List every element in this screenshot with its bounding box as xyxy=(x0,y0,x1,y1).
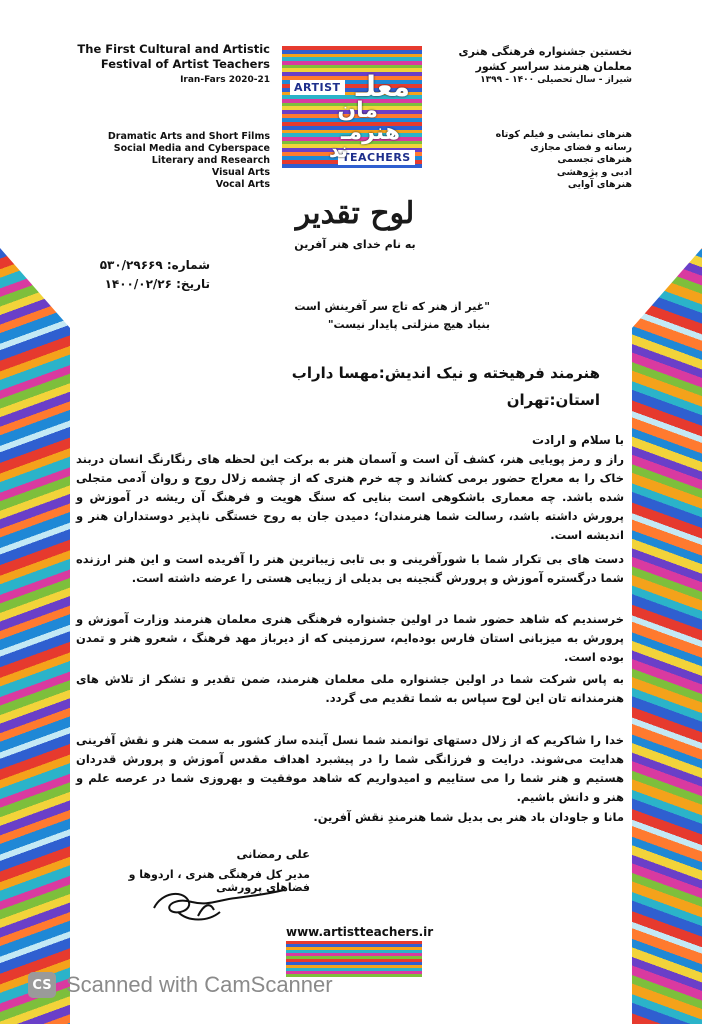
english-categories xyxy=(90,131,270,191)
signer-name: علی رمضانی xyxy=(236,847,310,861)
fa-subtitle: شیراز - سال تحصیلی ۱۴۰۰ - ۱۳۹۹ xyxy=(480,75,632,85)
signer-title: مدیر کل فرهنگی هنری ، اردوها و فضاهای پرورشی xyxy=(128,868,310,894)
poem-quote-line-2: بنیاد هیچ منزلتی پایدار نیست" xyxy=(327,318,490,331)
en-year: Iran-Fars 2020-21 xyxy=(180,75,270,85)
en-category: Dramatic Arts and Short Films xyxy=(107,131,270,142)
logo-teachers-text: TEACHERS xyxy=(338,150,415,165)
en-title-line-1: The First Cultural and Artistic xyxy=(77,42,270,56)
body-paragraph: خرسندیم که شاهد حضور شما در اولین جشنواره فرهنگی هنری معلمان هنرمند وزارت آموزش و پرورش به میزبانی استان فارس بوده‌ایم، سرزمینی که از دیرباز مهد فرهنگ ، شعرو هنر و تمدن بوده است. xyxy=(76,612,624,664)
fa-category: ادبی و پژوهشی xyxy=(556,166,632,178)
fa-category: هنرهای آوایی xyxy=(567,179,632,190)
recipient-name: هنرمند فرهیخته و نیک اندیش:مهسا داراب xyxy=(291,364,600,382)
document-date: تاریخ: ۱۴۰۰/۰۲/۲۶ xyxy=(104,277,210,291)
logo-fa-word-2: مان xyxy=(337,98,378,123)
recipient-province: استان:تهران xyxy=(506,391,600,409)
logo-fa-word-3: هنرمـ xyxy=(340,120,400,145)
poem-quote-line-1: "غیر از هنر که تاج سر آفرینش است xyxy=(294,300,490,313)
english-festival-title xyxy=(70,42,270,85)
fa-category: هنرهای تجسمی xyxy=(557,154,632,165)
body-paragraph: دست های بی تکرار شما با شورآفرینی و بی تابی زیباترین هنر را آفریده است و این هنر ارزنده شما درگستره آموزش و پرورش گنجینه بی بدیلی از زیبایی هستی را عرضه داشته است. xyxy=(76,552,624,585)
en-category: Literary and Research xyxy=(151,155,270,166)
closing-line: مانا و جاودان باد هنر بی بدیل شما هنرمندِ نقش آفرین. xyxy=(313,810,624,824)
basmala: به نام خدای هنر آفرین xyxy=(294,238,416,251)
en-category: Visual Arts xyxy=(211,167,270,178)
en-category: Social Media and Cyberspace xyxy=(113,143,270,154)
logo-fa-word-1: معلـ xyxy=(355,70,410,103)
logo-fa-word-4: ند xyxy=(328,138,348,162)
fa-title-line-2: معلمان هنرمند سراسر کشور xyxy=(475,60,632,73)
persian-categories xyxy=(432,129,632,192)
document-number: شماره: ۵۳۰/۲۹۶۶۹ xyxy=(99,258,210,272)
logo-artist-text: ARTIST xyxy=(290,80,345,95)
body-paragraph: خدا را شاکریم که از زلال دستهای توانمند شما نسل آینده ساز کشور به سمت هنر و نقش آفرینی هدایت می‌شوند. درایت و فرزانگی شما را در پیشبرد اهداف مقدس آموزش و پرورش قدردان هستیم و هنر شما را می ستاییم و امیدواریم که شاهد موفقیت و بهروزی شما در عرصه علم و هنر و دانش باشیم. xyxy=(76,733,624,804)
persian-festival-title xyxy=(432,44,632,85)
camscanner-logo-icon: CS xyxy=(28,972,56,998)
right-stripes-mask xyxy=(632,248,702,328)
greeting: با سلام و ارادت xyxy=(531,433,624,447)
body-paragraph: به پاس شرکت شما در اولین جشنواره ملی معلمان هنرمند، ضمن تقدیر و تشکر از تلاش های هنرمندانه تان این لوح سپاس به شما تقدیم می گردد. xyxy=(76,672,624,705)
watermark-text: Scanned with CamScanner xyxy=(66,972,333,997)
en-category: Vocal Arts xyxy=(215,179,270,190)
website-url[interactable]: www.artistteachers.ir xyxy=(286,925,434,939)
handwritten-signature xyxy=(148,882,288,926)
fa-title-line-1: نخستین جشنواره فرهنگی هنری xyxy=(458,45,632,58)
certificate-title: لوح تقدیر xyxy=(295,196,415,231)
festival-logo xyxy=(282,46,422,168)
body-paragraph: راز و رمز پویایی هنر، کشف آن است و آسمان هنر به برکت این لحظه های رنگارنگ انسان دربند خاک را به معراج حضور برمی کشاند و چه خرم هنری که از چشمه زلال روح و روان آدمی متجلی شده باشد. چه معماری باشکوهی است بنایی که سنگ هویت و فرهنگ آن ریشه در آموزش و پرورش داشته باشد، رسالت شما هنرمندان؛ دمیدن جان به روح خستگی ناپذیر دوستداران هنر و اندیشه است. xyxy=(76,452,624,542)
en-title-line-2: Festival of Artist Teachers xyxy=(100,57,270,71)
fa-category: رسانه و فضای مجازی xyxy=(530,141,632,153)
camscanner-watermark xyxy=(28,968,333,1002)
left-decorative-stripes xyxy=(0,248,70,1024)
right-decorative-stripes xyxy=(632,248,702,1024)
fa-category: هنرهای نمایشی و فیلم کوتاه xyxy=(495,129,632,140)
